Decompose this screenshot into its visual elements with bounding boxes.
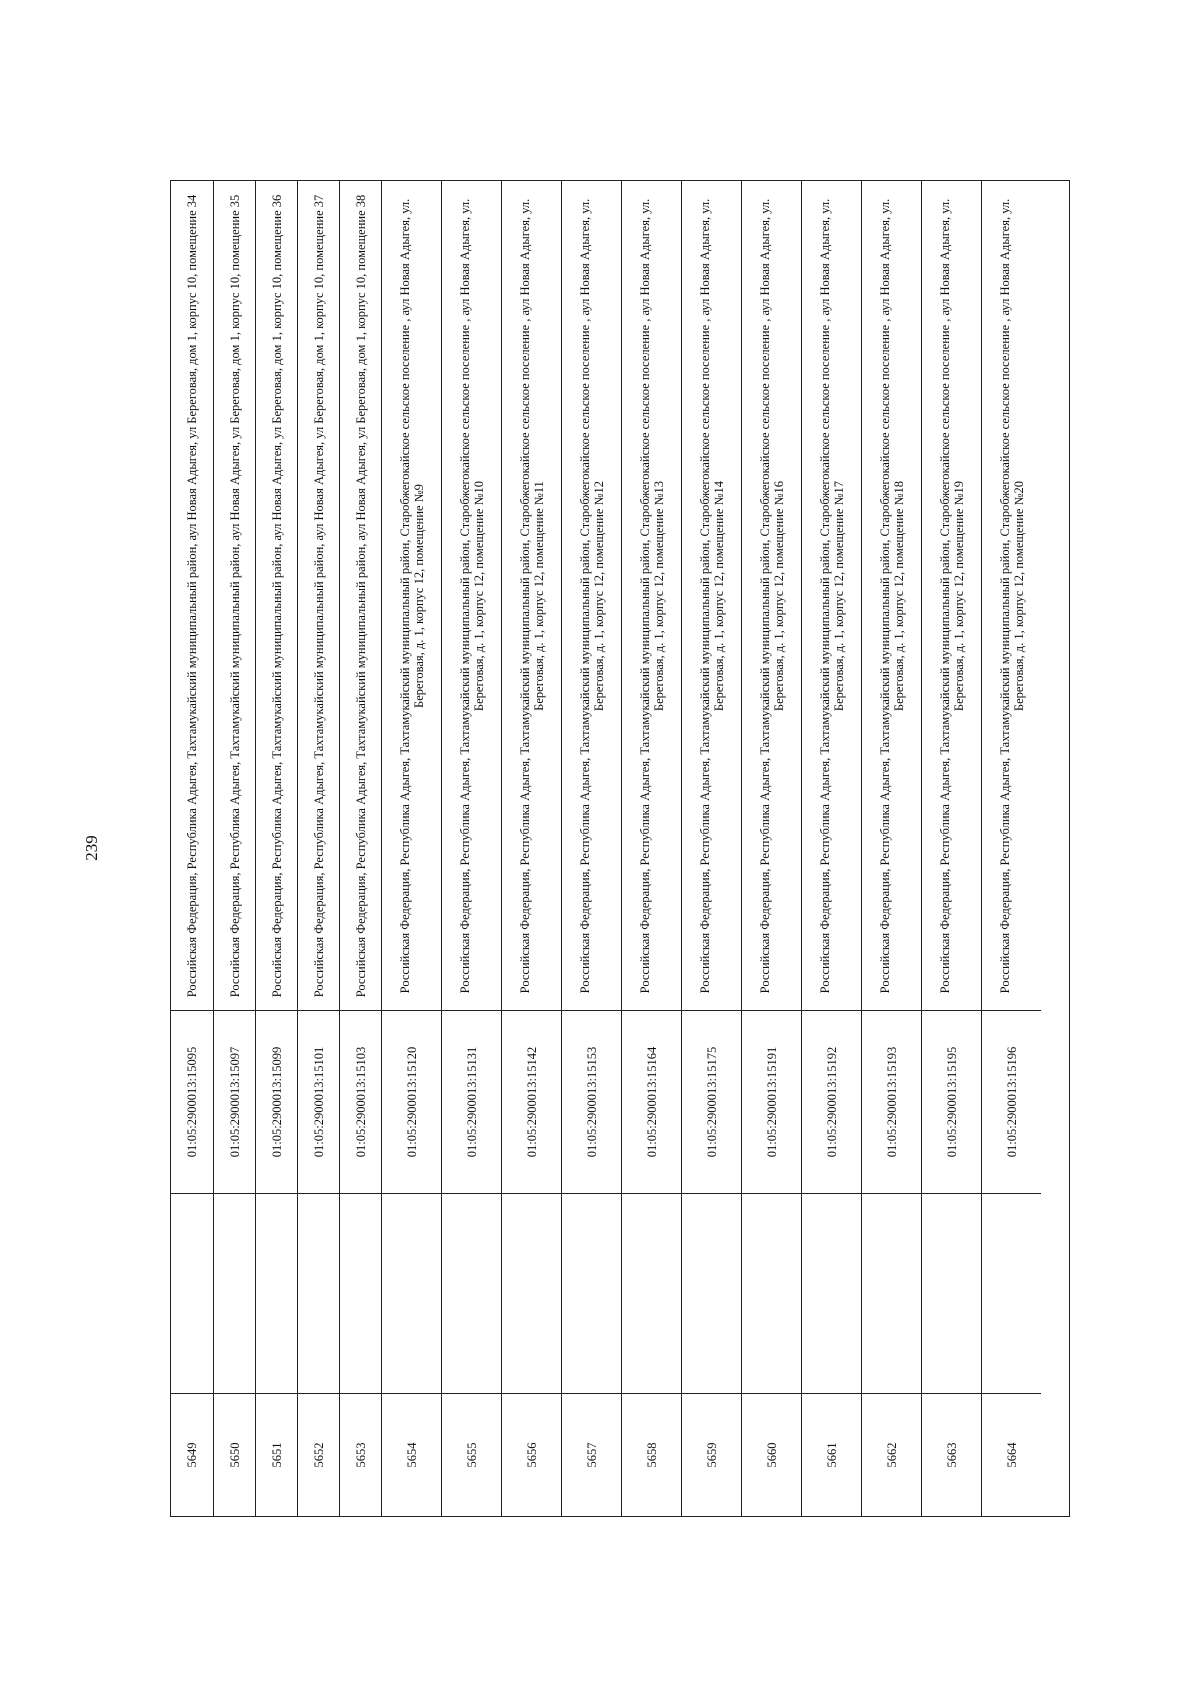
- row-number-cell-text: 5660: [764, 1442, 779, 1468]
- row-number-cell-text: 5656: [524, 1442, 539, 1468]
- cadastral-number-cell: [802, 1010, 861, 1193]
- row-number-cell-text: 5661: [824, 1442, 839, 1468]
- row-number-cell-text: 5662: [884, 1442, 899, 1468]
- row-number-cell: [171, 1393, 213, 1516]
- table-row: [339, 181, 381, 1516]
- cadastral-number-cell-text: 01:05:2900013:15097: [227, 1046, 242, 1158]
- row-number-cell-text: 5655: [464, 1442, 479, 1468]
- cadastral-number-cell-text: 01:05:2900013:15191: [764, 1046, 779, 1158]
- cadastral-number-cell: [298, 1010, 339, 1193]
- address-cell-text: Российская Федерация, Республика Адыгея, Тахтамукайский муниципальный район, Старобжегокайское сельское поселение , аул Новая Адыгея, ул. Береговая, д. 1, корпус 12, помещение №14: [697, 198, 726, 993]
- row-number-cell: [922, 1393, 981, 1516]
- cadastral-number-cell: [562, 1010, 621, 1193]
- empty-cell: [862, 1193, 921, 1393]
- table-row: [561, 181, 621, 1516]
- cadastral-number-cell: [502, 1010, 561, 1193]
- address-cell: [862, 181, 921, 1010]
- cadastral-number-cell-text: 01:05:2900013:15099: [269, 1046, 284, 1158]
- registry-table: [170, 180, 1070, 1517]
- empty-cell: [298, 1193, 339, 1393]
- address-cell: [622, 181, 681, 1010]
- address-cell-text: Российская Федерация, Республика Адыгея, Тахтамукайский муниципальный район, Старобжегокайское сельское поселение , аул Новая Адыгея, ул. Береговая, д. 1, корпус 12, помещение №12: [577, 198, 606, 993]
- cadastral-number-cell-text: 01:05:2900013:15175: [704, 1046, 719, 1158]
- cadastral-number-cell-text: 01:05:2900013:15193: [884, 1046, 899, 1158]
- cadastral-number-cell-text: 01:05:2900013:15101: [311, 1046, 326, 1158]
- table-row: [621, 181, 681, 1516]
- empty-cell: [171, 1193, 213, 1393]
- cadastral-number-cell: [442, 1010, 501, 1193]
- row-number-cell: [562, 1393, 621, 1516]
- table-row: [441, 181, 501, 1516]
- cadastral-number-cell: [214, 1010, 255, 1193]
- row-number-cell-text: 5652: [311, 1442, 326, 1468]
- row-number-cell: [340, 1393, 381, 1516]
- address-cell: [298, 181, 339, 1010]
- table-row: [861, 181, 921, 1516]
- cadastral-number-cell-text: 01:05:2900013:15120: [404, 1046, 419, 1158]
- address-cell: [442, 181, 501, 1010]
- address-cell-text: Российская Федерация, Республика Адыгея, Тахтамукайский муниципальный район, аул Новая Адыгея, ул Береговая, дом 1, корпус 10, помещение 37: [311, 194, 326, 997]
- row-number-cell: [214, 1393, 255, 1516]
- row-number-cell: [682, 1393, 741, 1516]
- cadastral-number-cell-text: 01:05:2900013:15142: [524, 1046, 539, 1158]
- address-cell-text: Российская Федерация, Республика Адыгея, Тахтамукайский муниципальный район, Старобжегокайское сельское поселение , аул Новая Адыгея, ул. Береговая, д. 1, корпус 12, помещение №11: [517, 198, 546, 993]
- row-number-cell: [742, 1393, 801, 1516]
- row-number-cell-text: 5664: [1004, 1442, 1019, 1468]
- row-number-cell: [802, 1393, 861, 1516]
- row-number-cell-text: 5650: [227, 1442, 242, 1468]
- table-row: [981, 181, 1041, 1516]
- row-number-cell-text: 5653: [353, 1442, 368, 1468]
- cadastral-number-cell-text: 01:05:2900013:15164: [644, 1046, 659, 1158]
- table-row: [381, 181, 441, 1516]
- empty-cell: [682, 1193, 741, 1393]
- address-cell-text: Российская Федерация, Республика Адыгея, Тахтамукайский муниципальный район, Старобжегокайское сельское поселение , аул Новая Адыгея, ул. Береговая, д. 1, корпус 12, помещение №20: [997, 198, 1026, 993]
- address-cell-text: Российская Федерация, Республика Адыгея, Тахтамукайский муниципальный район, аул Новая Адыгея, ул Береговая, дом 1, корпус 10, помещение 38: [353, 194, 368, 997]
- cadastral-number-cell-text: 01:05:2900013:15195: [944, 1046, 959, 1158]
- empty-cell: [982, 1193, 1041, 1393]
- address-cell: [802, 181, 861, 1010]
- cadastral-number-cell-text: 01:05:2900013:15153: [584, 1046, 599, 1158]
- row-number-cell-text: 5654: [404, 1442, 419, 1468]
- address-cell: [562, 181, 621, 1010]
- empty-cell: [742, 1193, 801, 1393]
- cadastral-number-cell: [382, 1010, 441, 1193]
- table-row: [801, 181, 861, 1516]
- table-row: [921, 181, 981, 1516]
- cadastral-number-cell: [682, 1010, 741, 1193]
- row-number-cell: [862, 1393, 921, 1516]
- address-cell-text: Российская Федерация, Республика Адыгея, Тахтамукайский муниципальный район, Старобжегокайское сельское поселение , аул Новая Адыгея, ул. Береговая, д. 1, корпус 12, помещение №9: [397, 198, 426, 993]
- address-cell-text: Российская Федерация, Республика Адыгея, Тахтамукайский муниципальный район, Старобжегокайское сельское поселение , аул Новая Адыгея, ул. Береговая, д. 1, корпус 12, помещение №16: [757, 198, 786, 993]
- row-number-cell: [442, 1393, 501, 1516]
- empty-cell: [922, 1193, 981, 1393]
- empty-cell: [622, 1193, 681, 1393]
- cadastral-number-cell: [742, 1010, 801, 1193]
- cadastral-number-cell: [982, 1010, 1041, 1193]
- empty-cell: [442, 1193, 501, 1393]
- table-row: [171, 181, 213, 1516]
- address-cell-text: Российская Федерация, Республика Адыгея, Тахтамукайский муниципальный район, Старобжегокайское сельское поселение , аул Новая Адыгея, ул. Береговая, д. 1, корпус 12, помещение №18: [877, 198, 906, 993]
- address-cell: [982, 181, 1041, 1010]
- table-row: [741, 181, 801, 1516]
- cadastral-number-cell: [622, 1010, 681, 1193]
- cadastral-number-cell-text: 01:05:2900013:15192: [824, 1046, 839, 1158]
- address-cell: [340, 181, 381, 1010]
- address-cell-text: Российская Федерация, Республика Адыгея, Тахтамукайский муниципальный район, Старобжегокайское сельское поселение , аул Новая Адыгея, ул. Береговая, д. 1, корпус 12, помещение №19: [937, 198, 966, 993]
- cadastral-number-cell: [256, 1010, 297, 1193]
- address-cell: [742, 181, 801, 1010]
- table-row: [501, 181, 561, 1516]
- address-cell-text: Российская Федерация, Республика Адыгея, Тахтамукайский муниципальный район, аул Новая Адыгея, ул Береговая, дом 1, корпус 10, помещение 34: [185, 194, 199, 997]
- table-row: [255, 181, 297, 1516]
- cadastral-number-cell: [340, 1010, 381, 1193]
- row-number-cell: [256, 1393, 297, 1516]
- address-cell: [171, 181, 213, 1010]
- row-number-cell: [502, 1393, 561, 1516]
- address-cell: [256, 181, 297, 1010]
- empty-cell: [340, 1193, 381, 1393]
- cadastral-number-cell: [922, 1010, 981, 1193]
- empty-cell: [382, 1193, 441, 1393]
- row-number-cell: [982, 1393, 1041, 1516]
- empty-cell: [502, 1193, 561, 1393]
- table-row: [681, 181, 741, 1516]
- row-number-cell: [382, 1393, 441, 1516]
- page-number: 239: [82, 835, 101, 861]
- row-number-cell-text: 5659: [704, 1442, 719, 1468]
- address-cell-text: Российская Федерация, Республика Адыгея, Тахтамукайский муниципальный район, Старобжегокайское сельское поселение , аул Новая Адыгея, ул. Береговая, д. 1, корпус 12, помещение №10: [457, 198, 486, 993]
- cadastral-number-cell-text: 01:05:2900013:15095: [185, 1046, 199, 1158]
- table-row: [213, 181, 255, 1516]
- empty-cell: [256, 1193, 297, 1393]
- empty-cell: [562, 1193, 621, 1393]
- cadastral-number-cell-text: 01:05:2900013:15196: [1004, 1046, 1019, 1158]
- row-number-cell-text: 5663: [944, 1442, 959, 1468]
- row-number-cell: [622, 1393, 681, 1516]
- cadastral-number-cell-text: 01:05:2900013:15103: [353, 1046, 368, 1158]
- address-cell: [214, 181, 255, 1010]
- address-cell: [682, 181, 741, 1010]
- address-cell-text: Российская Федерация, Республика Адыгея, Тахтамукайский муниципальный район, аул Новая Адыгея, ул Береговая, дом 1, корпус 10, помещение 35: [227, 194, 242, 997]
- cadastral-number-cell-text: 01:05:2900013:15131: [464, 1046, 479, 1158]
- row-number-cell-text: 5658: [644, 1442, 659, 1468]
- address-cell-text: Российская Федерация, Республика Адыгея, Тахтамукайский муниципальный район, Старобжегокайское сельское поселение , аул Новая Адыгея, ул. Береговая, д. 1, корпус 12, помещение №17: [817, 198, 846, 993]
- empty-cell: [802, 1193, 861, 1393]
- address-cell-text: Российская Федерация, Республика Адыгея, Тахтамукайский муниципальный район, Старобжегокайское сельское поселение , аул Новая Адыгея, ул. Береговая, д. 1, корпус 12, помещение №13: [637, 198, 666, 993]
- row-number-cell: [298, 1393, 339, 1516]
- table-row: [297, 181, 339, 1516]
- address-cell: [502, 181, 561, 1010]
- empty-cell: [214, 1193, 255, 1393]
- address-cell: [382, 181, 441, 1010]
- row-number-cell-text: 5651: [269, 1442, 284, 1468]
- address-cell: [922, 181, 981, 1010]
- cadastral-number-cell: [862, 1010, 921, 1193]
- row-number-cell-text: 5657: [584, 1442, 599, 1468]
- row-number-cell-text: 5649: [185, 1442, 199, 1468]
- cadastral-number-cell: [171, 1010, 213, 1193]
- address-cell-text: Российская Федерация, Республика Адыгея, Тахтамукайский муниципальный район, аул Новая Адыгея, ул Береговая, дом 1, корпус 10, помещение 36: [269, 194, 284, 997]
